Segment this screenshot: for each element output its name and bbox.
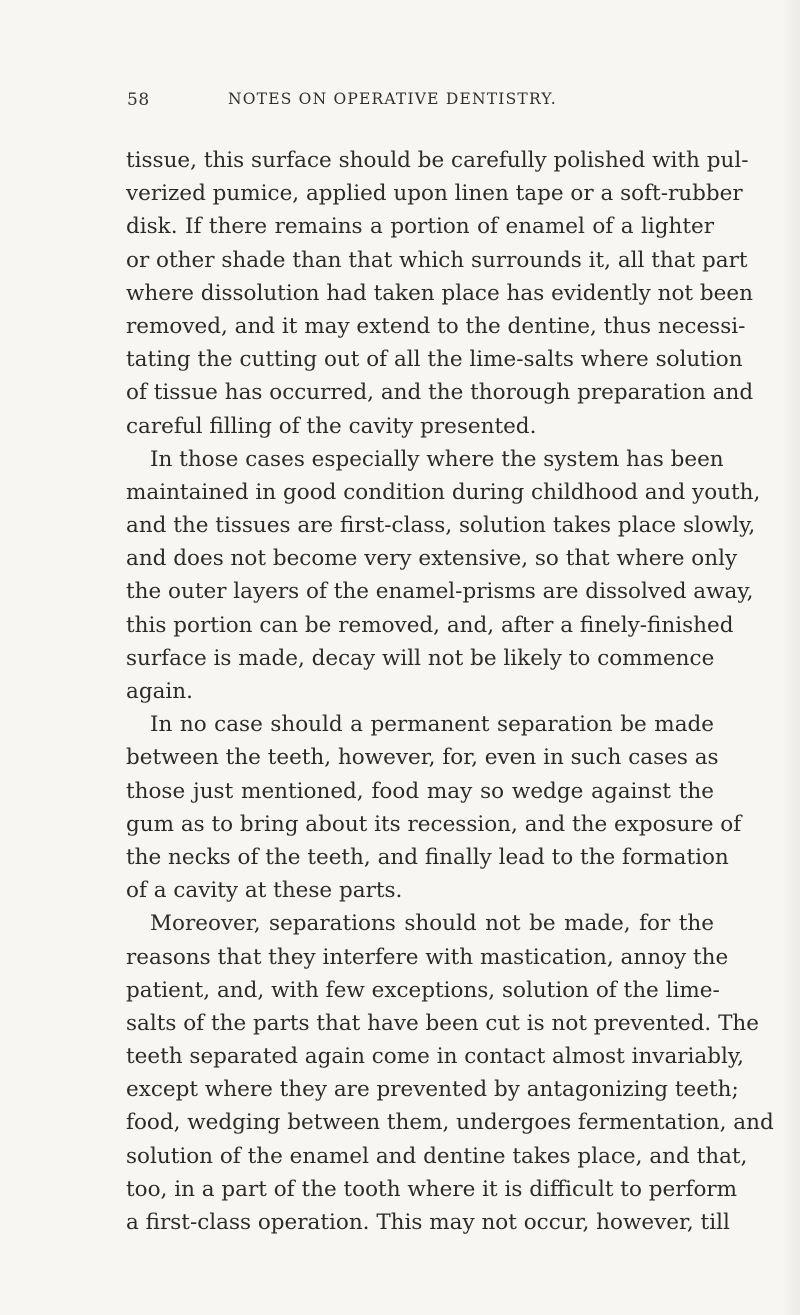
text-line: those just mentioned, food may so wedge against the bbox=[126, 778, 714, 804]
text-line: food, wedging between them, undergoes fermentation, and bbox=[126, 1110, 774, 1136]
text-line: solution of the enamel and dentine takes place, and that, bbox=[126, 1143, 748, 1169]
text-line: the outer layers of the enamel-prisms are dissolved away, bbox=[126, 579, 754, 605]
text-line: where dissolution had taken place has evidently not been bbox=[126, 280, 753, 306]
text-line: gum as to bring about its recession, and the exposure of bbox=[126, 811, 742, 837]
text-line: disk. If there remains a portion of enamel of a lighter bbox=[126, 214, 714, 240]
text-line: reasons that they interfere with mastication, annoy the bbox=[126, 944, 729, 970]
page-header bbox=[127, 90, 707, 118]
text-line: a first-class operation. This may not occur, however, till bbox=[126, 1210, 730, 1235]
text-line: patient, and, with few exceptions, solution of the lime- bbox=[126, 977, 720, 1003]
text-line: salts of the parts that have been cut is not prevented. The bbox=[126, 1010, 759, 1036]
page-edge-shadow bbox=[782, 0, 800, 1315]
text-line: verized pumice, applied upon linen tape or a soft-rubber bbox=[126, 181, 743, 207]
running-title: NOTES ON OPERATIVE DENTISTRY. bbox=[228, 90, 557, 108]
text-line: removed, and it may extend to the dentine, thus necessi- bbox=[126, 313, 746, 339]
text-line: again. bbox=[126, 679, 193, 704]
text-line: maintained in good condition during childhood and youth, bbox=[126, 479, 761, 505]
text-line: too, in a part of the tooth where it is difficult to perform bbox=[126, 1176, 738, 1202]
paragraph-first-line: Moreover, separations should not be made, for the bbox=[150, 911, 714, 937]
text-line: the necks of the teeth, and finally lead to the formation bbox=[126, 844, 729, 870]
paragraph-first-line: In no case should a permanent separation be made bbox=[150, 712, 714, 738]
paragraph-first-line: In those cases especially where the system has been bbox=[150, 446, 724, 472]
body-text bbox=[126, 144, 774, 1239]
text-line: tating the cutting out of all the lime-salts where solution bbox=[126, 347, 743, 373]
text-line: careful filling of the cavity presented. bbox=[126, 413, 537, 439]
text-line: surface is made, decay will not be likely to commence bbox=[126, 645, 715, 671]
text-line: or other shade than that which surrounds it, all that part bbox=[126, 247, 748, 273]
text-line: this portion can be removed, and, after a finely-finished bbox=[126, 612, 734, 638]
text-line: except where they are prevented by antagonizing teeth; bbox=[126, 1077, 739, 1103]
text-line: tissue, this surface should be carefully polished with pul- bbox=[126, 148, 749, 173]
text-line: of tissue has occurred, and the thorough preparation and bbox=[126, 380, 754, 406]
text-line: teeth separated again come in contact almost invariably, bbox=[126, 1044, 745, 1070]
page-number: 58 bbox=[127, 90, 150, 110]
text-line: between the teeth, however, for, even in such cases as bbox=[126, 745, 719, 771]
text-line: and the tissues are first-class, solution takes place slowly, bbox=[126, 513, 756, 539]
text-line: and does not become very extensive, so that where only bbox=[126, 546, 738, 572]
text-line: of a cavity at these parts. bbox=[126, 878, 403, 904]
